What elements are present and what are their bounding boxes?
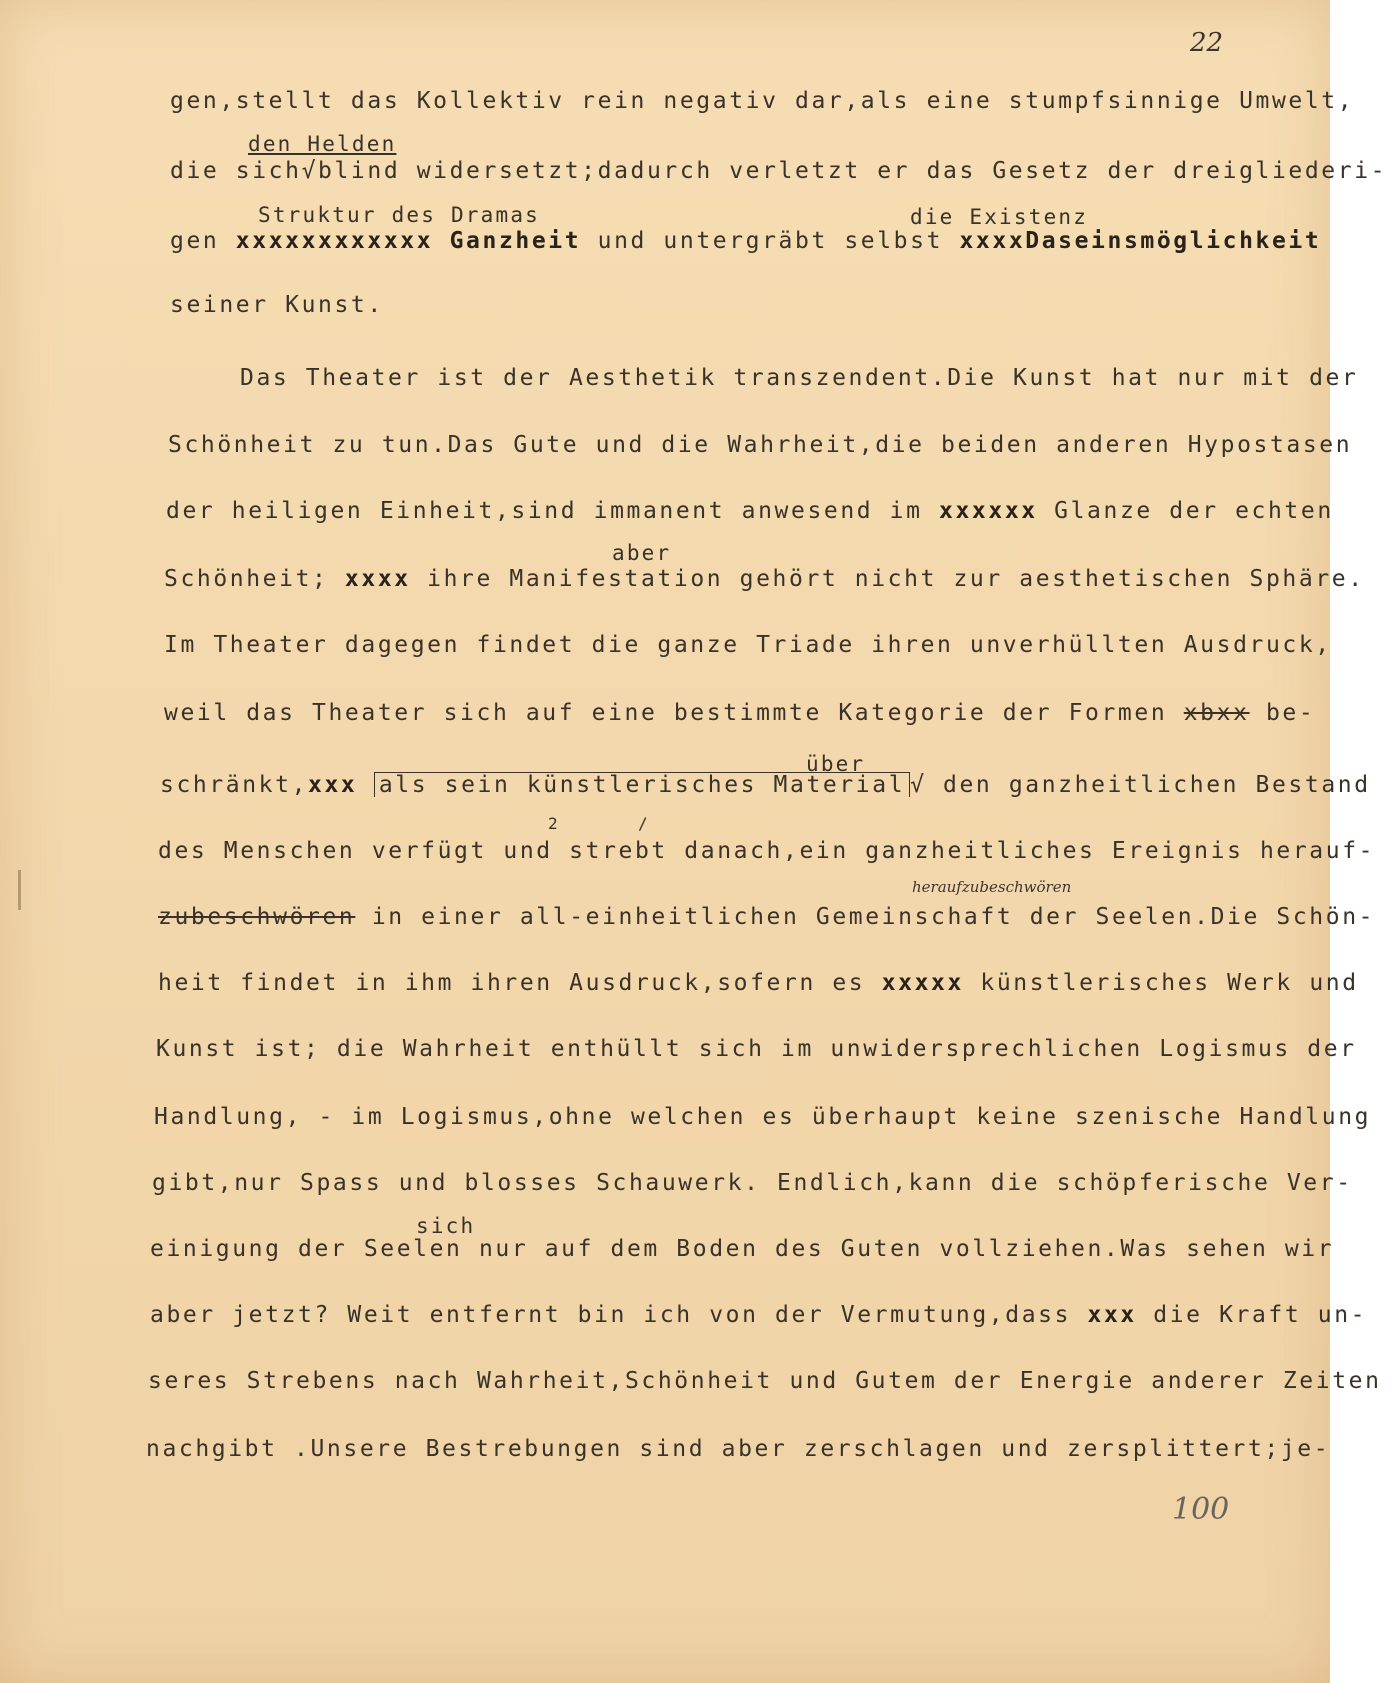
text-line-4: seiner Kunst. (170, 292, 384, 318)
text-line-5: Das Theater ist der Aesthetik transzendent.Die Kunst hat nur mit der (240, 365, 1359, 391)
text-line-1: gen,stellt das Kollektiv rein negativ dar,als eine stumpfsinnige Umwelt, (170, 88, 1355, 114)
insertion-ueber: über (806, 752, 866, 776)
struck-word-2: xxxxDaseinsmöglichkeit (959, 228, 1322, 254)
text-line-11-part-a: schränkt, (160, 772, 309, 798)
text-line-3-part-a: gen (170, 228, 236, 254)
text-line-12: des Menschen verfügt und strebt danach,ein ganzheitliches Ereignis herauf- (158, 838, 1376, 864)
text-line-11 (160, 772, 1371, 798)
struck-word-7: zubeschwören (158, 904, 356, 930)
struck-word-4: xxxx (344, 566, 411, 592)
boxed-phrase: als sein künstlerisches Material (374, 772, 910, 797)
text-line-21: nachgibt .Unsere Bestrebungen sind aber zerschlagen und zersplittert;je- (146, 1436, 1331, 1462)
page-number: 22 (1190, 28, 1224, 58)
text-line-18: einigung der Seelen nur auf dem Boden des Guten vollziehen.Was sehen wir (150, 1236, 1335, 1262)
text-line-6: Schönheit zu tun.Das Gute und die Wahrheit,die beiden anderen Hypostasen (168, 432, 1353, 458)
text-line-19-part-b: die Kraft un- (1136, 1302, 1368, 1328)
text-line-14-part-b: künstlerisches Werk und (963, 970, 1359, 996)
folio-number: 100 (1172, 1492, 1230, 1527)
text-line-10-part-a: weil das Theater sich auf eine bestimmte Kategorie der Formen (164, 700, 1184, 726)
text-line-11-part-b: den ganzheitlichen Bestand (926, 772, 1371, 798)
insertion-mark: √ (301, 158, 319, 184)
text-line-13-part-b: in einer all-einheitlichen Gemeinschaft der Seelen.Die Schön- (355, 904, 1376, 930)
text-line-8-part-b: ihre Manifestation gehört nicht zur aesthetischen Sphäre. (410, 566, 1365, 592)
text-line-10-part-b: be- (1249, 700, 1316, 726)
insertion-number-1: / (638, 814, 650, 833)
insertion-struktur: Struktur des Dramas (258, 203, 541, 227)
insertion-aber: aber (612, 541, 672, 565)
struck-word-9: xxx (1087, 1302, 1137, 1328)
text-line-14-part-a: heit findet in ihm ihren Ausdruck,sofern es (158, 970, 882, 996)
struck-word-1: xxxxxxxxxxxx Ganzheit (235, 228, 582, 254)
text-line-9: Im Theater dagegen findet die ganze Triade ihren unverhüllten Ausdruck, (164, 632, 1332, 658)
insertion-sich: sich (416, 1214, 476, 1238)
insertion-mark-2: √ (910, 772, 927, 798)
struck-word-8: xxxxx (881, 970, 964, 996)
text-line-19-part-a: aber jetzt? Weit entfernt bin ich von der Vermutung,dass (150, 1302, 1088, 1328)
text-line-10 (164, 700, 1316, 726)
struck-word-6: xxx (308, 772, 358, 798)
insertion-herauf-handwritten: heraufzubeschwören (912, 878, 1072, 896)
text-line-17: gibt,nur Spass und blosses Schauwerk. Endlich,kann die schöpferische Ver- (152, 1170, 1353, 1196)
margin-mark (18, 870, 21, 910)
text-line-3-part-b: und untergräbt selbst (581, 228, 960, 254)
struck-word-5: xbxx (1183, 700, 1250, 726)
text-line-7-part-a: der heiligen Einheit,sind immanent anwesend im (166, 498, 940, 524)
text-line-2-part-a: die sich (170, 158, 302, 184)
text-line-8 (164, 566, 1365, 592)
text-line-15: Kunst ist; die Wahrheit enthüllt sich im unwidersprechlichen Logismus der (156, 1036, 1357, 1062)
text-line-20: seres Strebens nach Wahrheit,Schönheit und Gutem der Energie anderer Zeiten (148, 1368, 1382, 1394)
text-line-16: Handlung, - im Logismus,ohne welchen es überhaupt keine szenische Handlung (154, 1104, 1372, 1130)
text-line-3 (170, 228, 1322, 254)
insertion-den-helden: den Helden (248, 132, 397, 156)
text-line-7 (166, 498, 1334, 524)
text-line-19 (150, 1302, 1368, 1328)
text-line-2 (170, 158, 1387, 184)
insertion-number-2: 2 (548, 814, 560, 833)
text-line-8-part-a: Schönheit; (164, 566, 345, 592)
insertion-existenz: die Existenz (910, 205, 1089, 229)
text-line-7-part-b: Glanze der echten (1037, 498, 1334, 524)
text-line-2-part-b: blind widersetzt;dadurch verletzt er das Gesetz der dreigliederi- (318, 158, 1387, 184)
text-line-13 (158, 904, 1376, 930)
struck-word-3: xxxxxx (939, 498, 1038, 524)
text-line-14 (158, 970, 1359, 996)
